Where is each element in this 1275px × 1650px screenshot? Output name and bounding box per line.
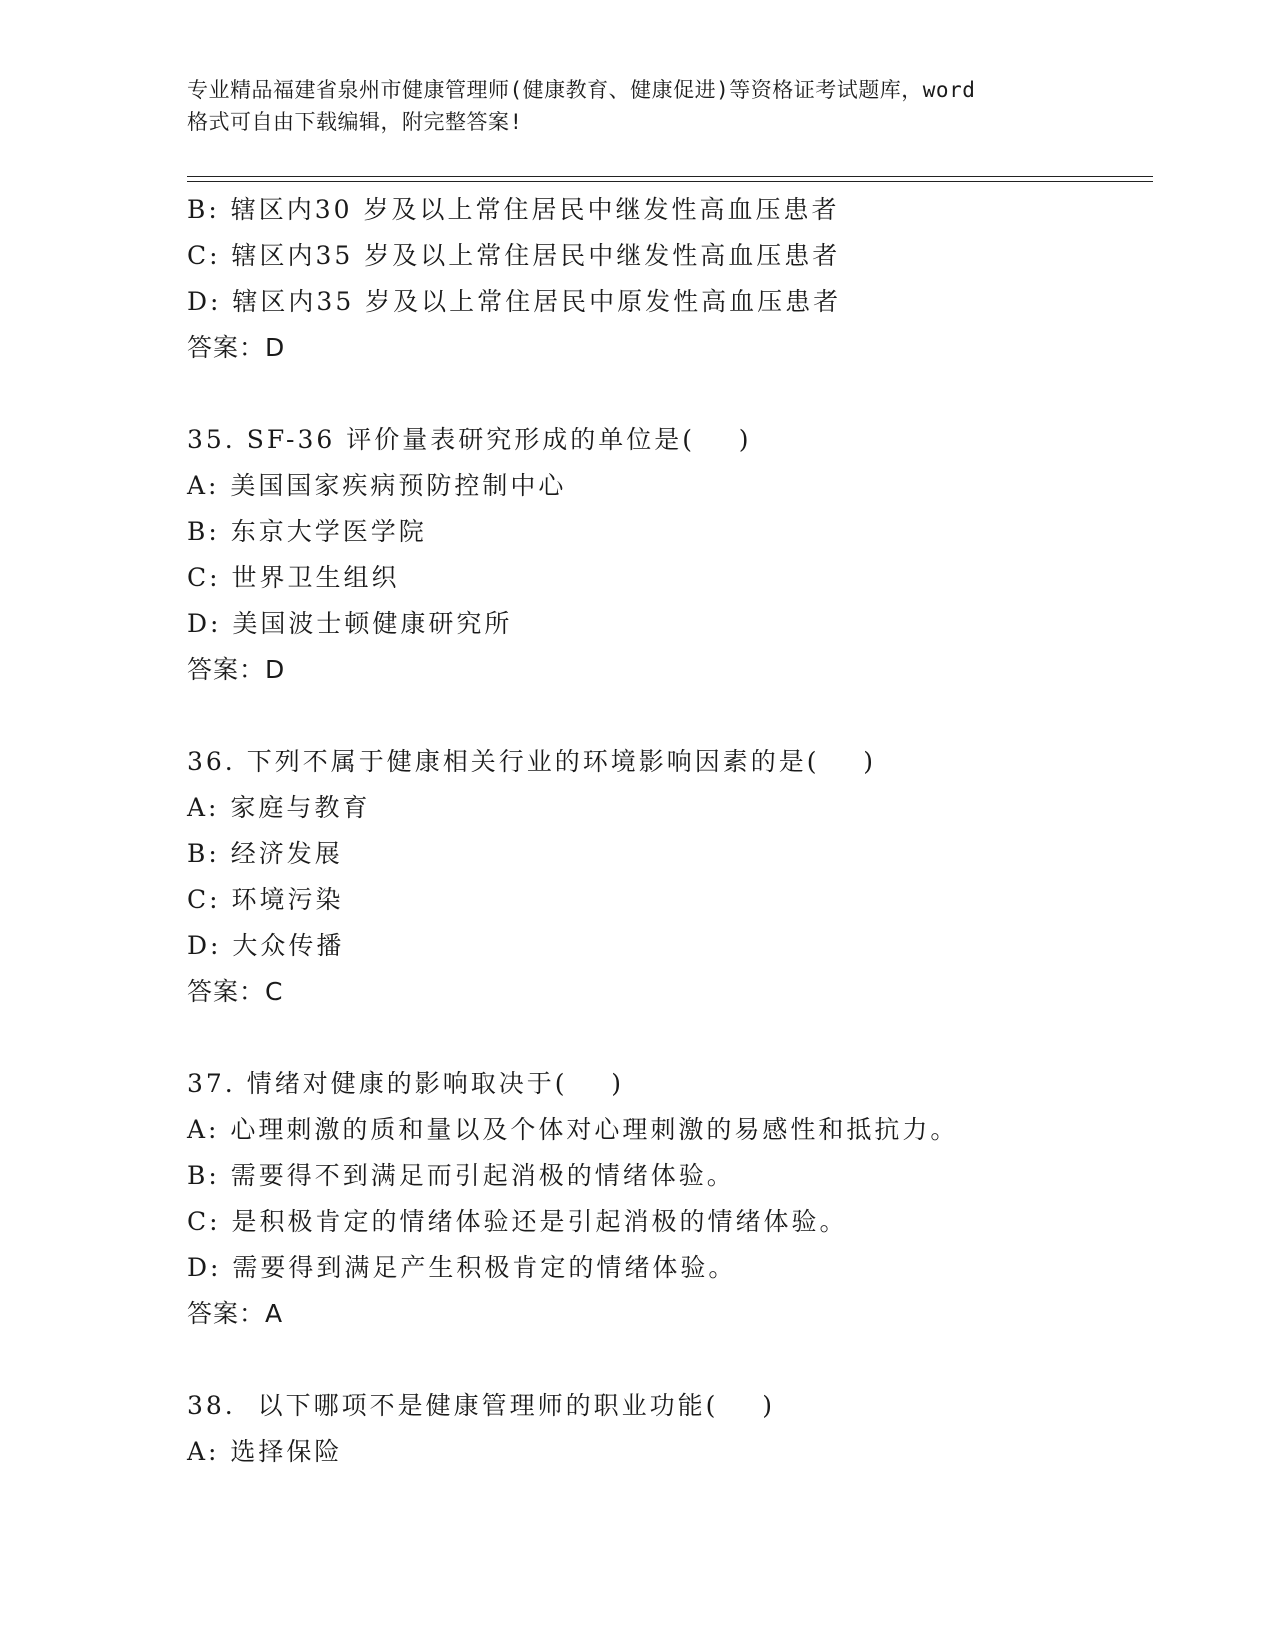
option-d: D: 大众传播	[187, 931, 345, 960]
question-36	[187, 739, 1147, 1015]
question-37	[187, 1061, 1147, 1337]
header-line-1: 专业精品福建省泉州市健康管理师(健康教育、健康促进)等资格证考试题库，word	[187, 78, 976, 102]
option-a: A: 美国国家疾病预防控制中心	[187, 471, 567, 500]
answer-line: 答案：D	[187, 333, 286, 362]
option-c: C: 世界卫生组织	[187, 563, 400, 592]
question-stem: 38. 以下哪项不是健康管理师的职业功能( )	[187, 1391, 775, 1420]
option-b: B: 经济发展	[187, 839, 343, 868]
question-stem: 35. SF-36 评价量表研究形成的单位是( )	[187, 425, 752, 454]
question-list	[187, 187, 1147, 1521]
option-b: B: 需要得不到满足而引起消极的情绪体验。	[187, 1161, 735, 1190]
option-b: B: 辖区内30 岁及以上常住居民中继发性高血压患者	[187, 195, 840, 224]
option-a: A: 心理刺激的质和量以及个体对心理刺激的易感性和抵抗力。	[187, 1115, 959, 1144]
option-b: B: 东京大学医学院	[187, 517, 427, 546]
option-c: C: 辖区内35 岁及以上常住居民中继发性高血压患者	[187, 241, 841, 270]
option-a: A: 家庭与教育	[187, 793, 371, 822]
option-c: C: 环境污染	[187, 885, 344, 914]
header-divider-top	[187, 176, 1153, 177]
option-d: D: 需要得到满足产生积极肯定的情绪体验。	[187, 1253, 737, 1282]
document-header	[187, 74, 1107, 138]
option-d: D: 辖区内35 岁及以上常住居民中原发性高血压患者	[187, 287, 842, 316]
option-d: D: 美国波士顿健康研究所	[187, 609, 513, 638]
header-divider-bottom	[187, 181, 1153, 182]
option-a: A: 选择保险	[187, 1437, 343, 1466]
question-38	[187, 1383, 1147, 1475]
answer-line: 答案：C	[187, 977, 284, 1006]
question-stem: 37. 情绪对健康的影响取决于( )	[187, 1069, 625, 1098]
question-34-continued	[187, 187, 1147, 371]
question-35	[187, 417, 1147, 693]
answer-line: 答案：A	[187, 1299, 284, 1328]
option-c: C: 是积极肯定的情绪体验还是引起消极的情绪体验。	[187, 1207, 848, 1236]
question-stem: 36. 下列不属于健康相关行业的环境影响因素的是( )	[187, 747, 877, 776]
answer-line: 答案：D	[187, 655, 286, 684]
header-line-2: 格式可自由下载编辑，附完整答案!	[187, 110, 523, 134]
